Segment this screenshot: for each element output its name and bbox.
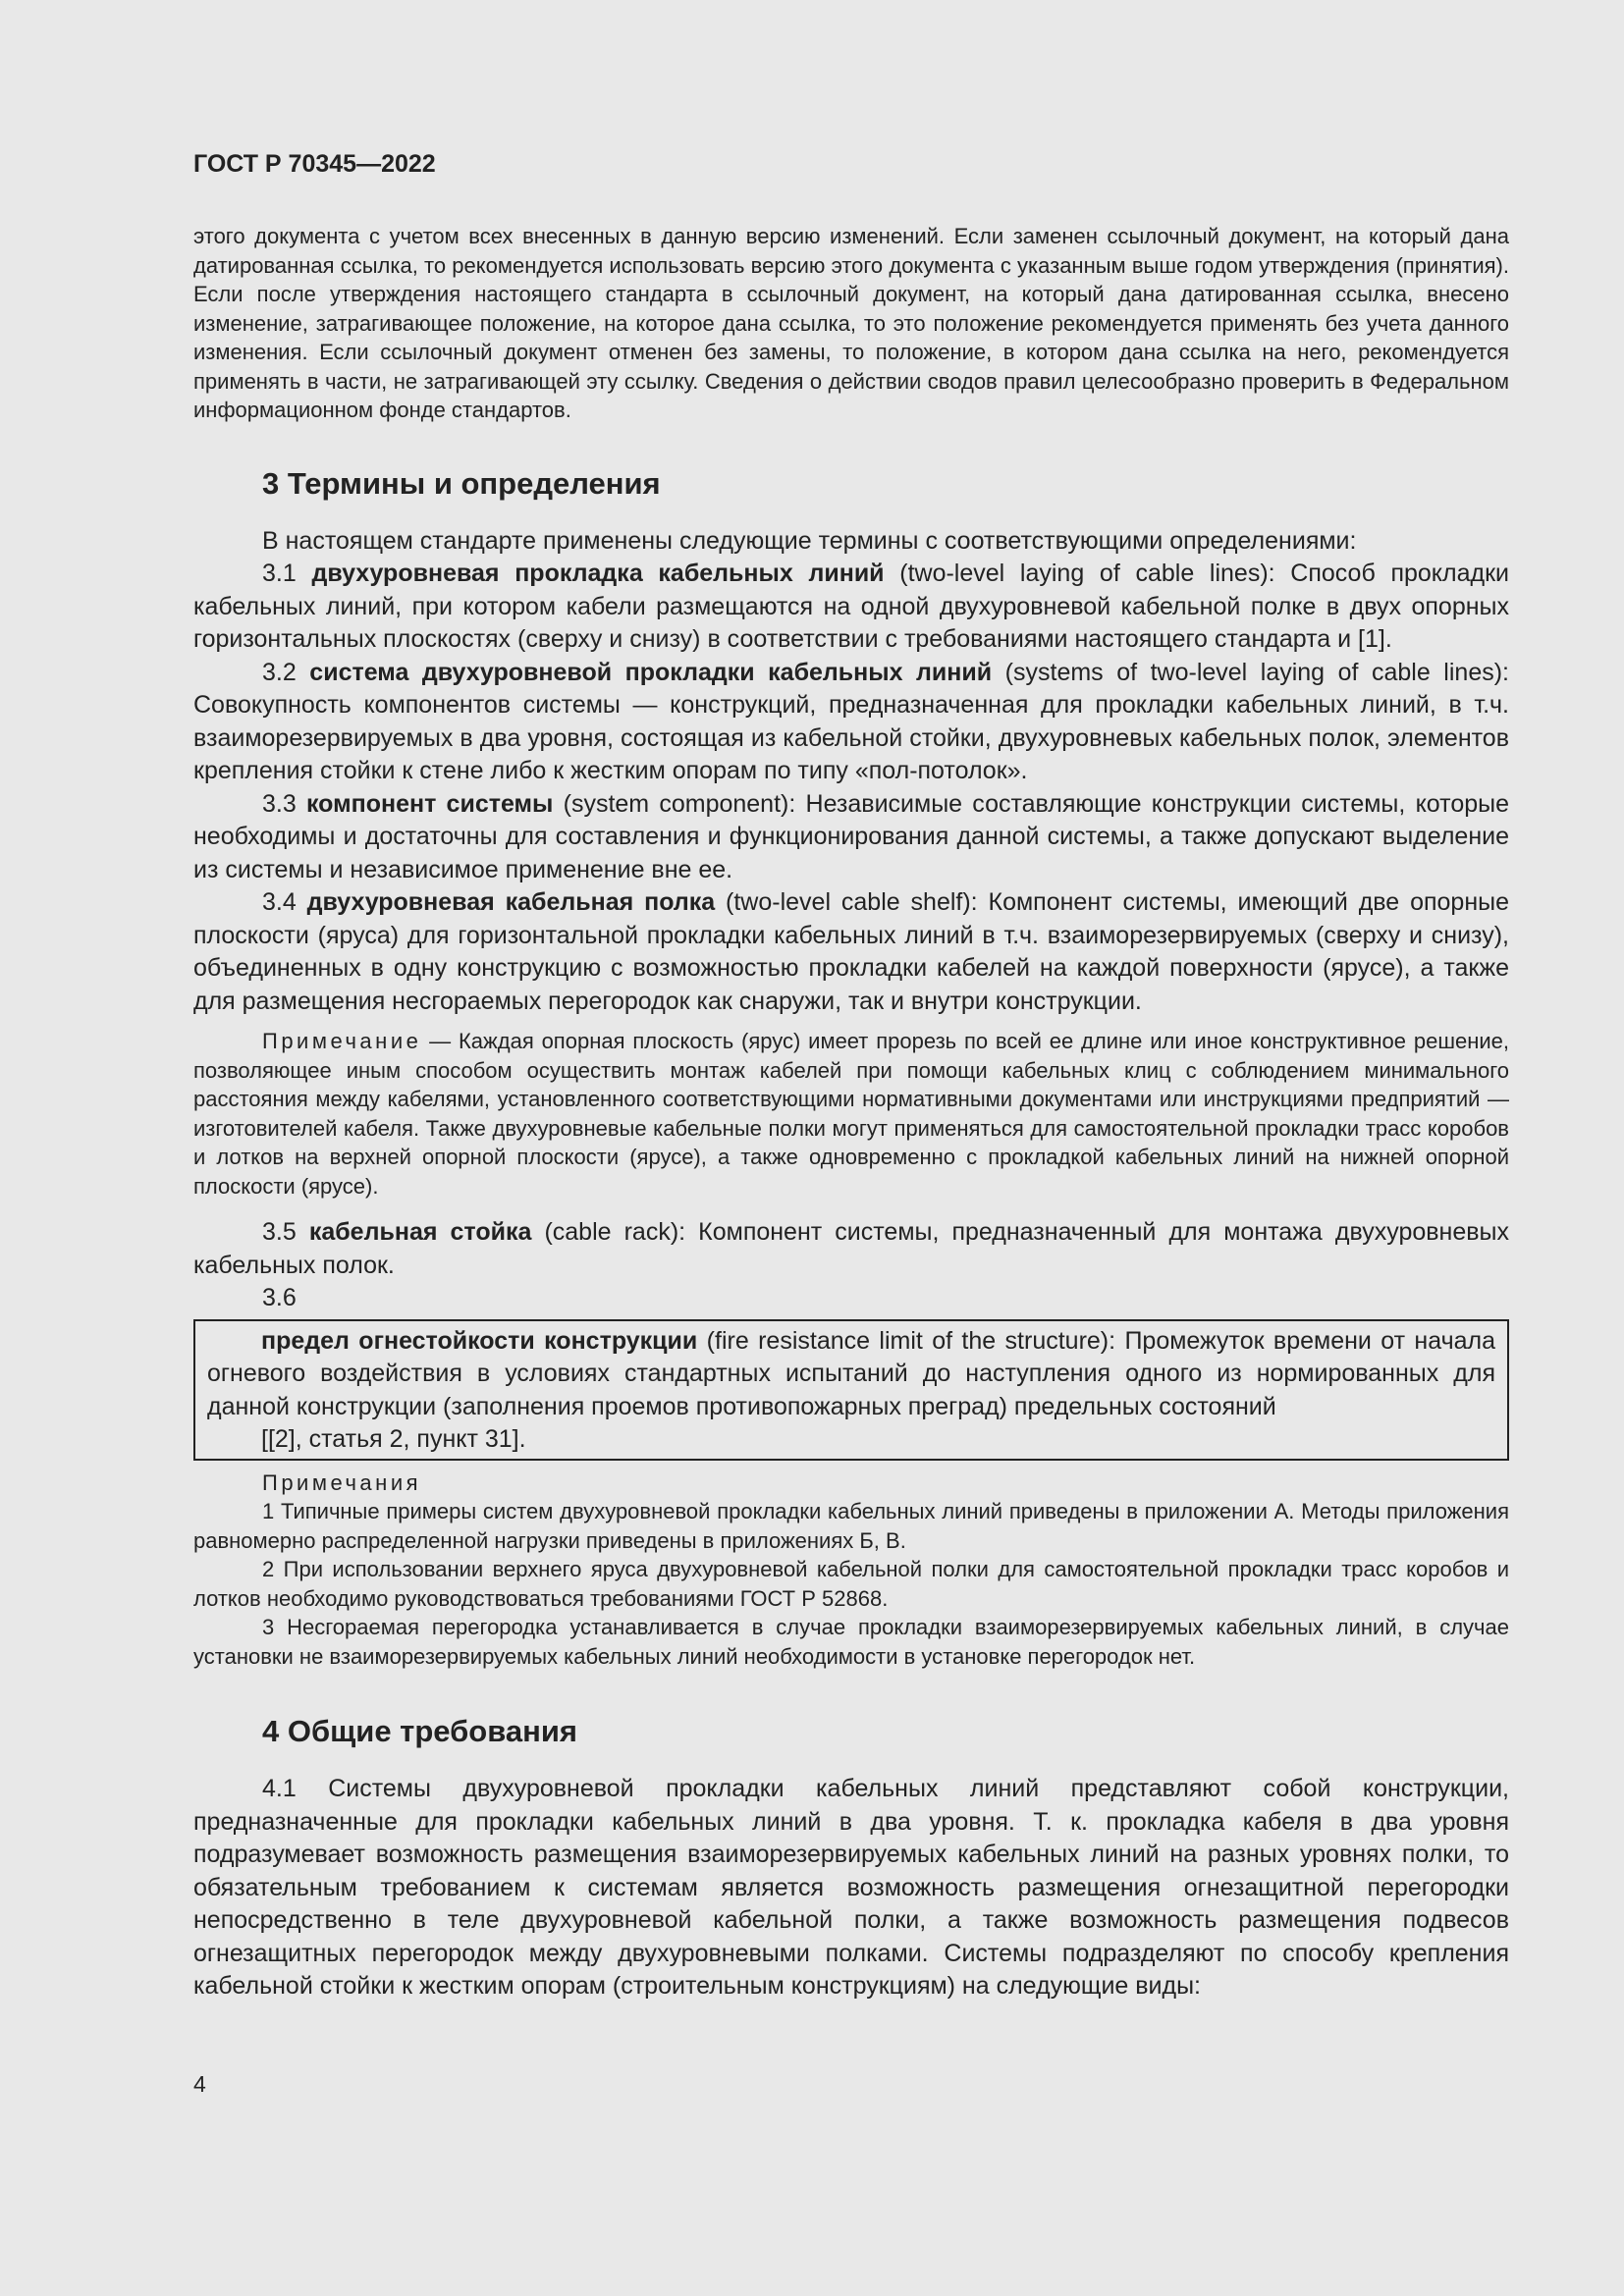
term-definition: (two-level laying of cable lines): Способ прокладки кабельных линий, при котором кабели размещаются на одной двухуровневой кабельной полке в двух опорных горизонтальных плоскостях (сверху и снизу) в соответствии с требованиями настоящего стандарта и [1]. xyxy=(193,560,1510,653)
note-item-3: 3 Несгораемая перегородка устанавливается в случае прокладки взаиморезервируемых кабельных линий, в случае установки не взаиморезервируемых кабельных линий необходимости в установке перегородок нет. xyxy=(193,1615,1509,1669)
term-3-6-box xyxy=(193,1319,1509,1461)
term-3-2 xyxy=(193,657,1509,788)
term-3-1 xyxy=(193,558,1509,657)
section-3-lead: В настоящем стандарте применены следующие термины с соответствующими определениями: xyxy=(262,526,1357,555)
note-item-1: 1 Типичные примеры систем двухуровневой прокладки кабельных линий приведены в приложении А. Методы приложения равномерно распределенной нагрузки приведены в приложениях Б, В. xyxy=(193,1499,1509,1553)
term-number: 3.5 xyxy=(262,1218,309,1246)
note-text: — Каждая опорная плоскость (ярус) имеет прорезь по всей ее длине или иное конструктивное решение, позволяющее иным способом осуществить монтаж кабелей при помощи кабельных клиц с соблюдением минимального расстояния между кабелями, установленного соответствующими нормативными документами или инструкциями предприятий — изготовителей кабеля. Также двухуровневые кабельные полки могут применяться для самостоятельной прокладки трасс коробов и лотков на верхней опорной плоскости (ярусе), а также одновременно с прокладкой кабельных линий на нижней опорной плоскости (ярусе). xyxy=(193,1029,1509,1199)
term-3-5 xyxy=(193,1216,1509,1282)
notes-label-text: Примечания xyxy=(262,1469,422,1495)
term-name: двухуровневая прокладка кабельных линий xyxy=(311,560,885,587)
term-name: кабельная стойка xyxy=(308,1218,532,1246)
term-number: 3.4 xyxy=(262,888,307,916)
note-item-2: 2 При использовании верхнего яруса двухуровневой кабельной полки для самостоятельной прокладки трасс коробов и лотков необходимо руководствоваться требованиями ГОСТ Р 52868. xyxy=(193,1557,1509,1611)
term-number: 3.2 xyxy=(262,658,310,686)
term-definition: (systems of two-level laying of cable lines): Совокупность компонентов системы — конструкций, предназначенная для прокладки кабельных линий, в т.ч. взаиморезервируемых в два уровня, состоящая из кабельной стойки, двухуровневых кабельных полок, элементов крепления стойки к стене либо к жестким опорам по типу «пол-потолок». xyxy=(193,658,1509,784)
term-number: 3.3 xyxy=(262,789,306,818)
page-number: 4 xyxy=(193,2071,206,2097)
notes-label xyxy=(193,1468,1509,1498)
note-label: Примечание xyxy=(262,1029,422,1053)
term-3-4 xyxy=(193,886,1509,1018)
term-name: двухуровневая кабельная полка xyxy=(306,888,716,916)
term-number: 3.1 xyxy=(262,560,312,587)
document-page xyxy=(193,147,1509,2003)
term-3-6-source: [[2], статья 2, пункт 31]. xyxy=(261,1425,526,1453)
term-name: компонент системы xyxy=(305,789,554,818)
term-3-6 xyxy=(207,1325,1495,1424)
term-name: система двухуровневой прокладки кабельных линий xyxy=(309,658,993,686)
document-header: ГОСТ Р 70345—2022 xyxy=(193,150,436,178)
paragraph-4-1: 4.1 Системы двухуровневой прокладки кабельных линий представляют собой конструкции, предназначенные для прокладки кабельных линий в два уровня. Т. к. прокладка кабеля в два уровня подразумевает возможность размещения взаиморезервируемых кабельных линий на разных уровнях полки, то обязательным требованием к системам является возможность размещения огнезащитной перегородки непосредственно в теле двухуровневой кабельной полки, а также возможность размещения подвесов огнезащитных перегородок между двухуровневыми полками. Системы подразделяют по способу крепления кабельной стойки к жестким опорам (строительным конструкциям) на следующие виды: xyxy=(193,1775,1509,2000)
term-name: предел огнестойкости конструкции xyxy=(261,1326,698,1355)
term-3-6-number: 3.6 xyxy=(262,1284,297,1311)
section-3-title: 3 Термины и определения xyxy=(262,465,661,501)
note-3-4 xyxy=(193,1027,1509,1201)
term-definition: (two-level cable shelf): Компонент системы, имеющий две опорные плоскости (яруса) для горизонтальной прокладки кабельных линий в т.ч. взаиморезервируемых (сверху и снизу), объединенных в одну конструкцию с возможностью прокладки кабелей на каждой поверхности (ярусе), а также для размещения несгораемых перегородок как снаружи, так и внутри конструкции. xyxy=(193,888,1510,1015)
term-definition: (system component): Независимые составляющие конструкции системы, которые необходимы и достаточны для составления и функционирования данной системы, а также допускают выделение из системы и независимое применение вне ее. xyxy=(193,789,1509,883)
term-definition: (cable rack): Компонент системы, предназначенный для монтажа двухуровневых кабельных полок. xyxy=(193,1218,1509,1279)
section-4-title: 4 Общие требования xyxy=(262,1714,577,1748)
term-3-3 xyxy=(193,788,1509,887)
term-definition: (fire resistance limit of the structure): Промежуток времени от начала огневого воздействия в условиях стандартных испытаний до наступления одного из нормированных для данной конструкции (заполнения проемов противопожарных преград) предельных состояний xyxy=(207,1326,1495,1420)
intro-paragraph: этого документа с учетом всех внесенных в данную версию изменений. Если заменен ссылочный документ, на который дана датированная ссылка, то рекомендуется использовать версию этого документа с указанным выше годом утверждения (принятия). Если после утверждения настоящего стандарта в ссылочный документ, на который дана датированная ссылка, внесено изменение, затрагивающее положение, на которое дана ссылка, то это положение рекомендуется применять без учета данного изменения. Если ссылочный документ отменен без замены, то положение, в котором дана ссылка на него, рекомендуется применять в части, не затрагивающей эту ссылку. Сведения о действии сводов правил целесообразно проверить в Федеральном информационном фонде стандартов. xyxy=(193,224,1509,422)
